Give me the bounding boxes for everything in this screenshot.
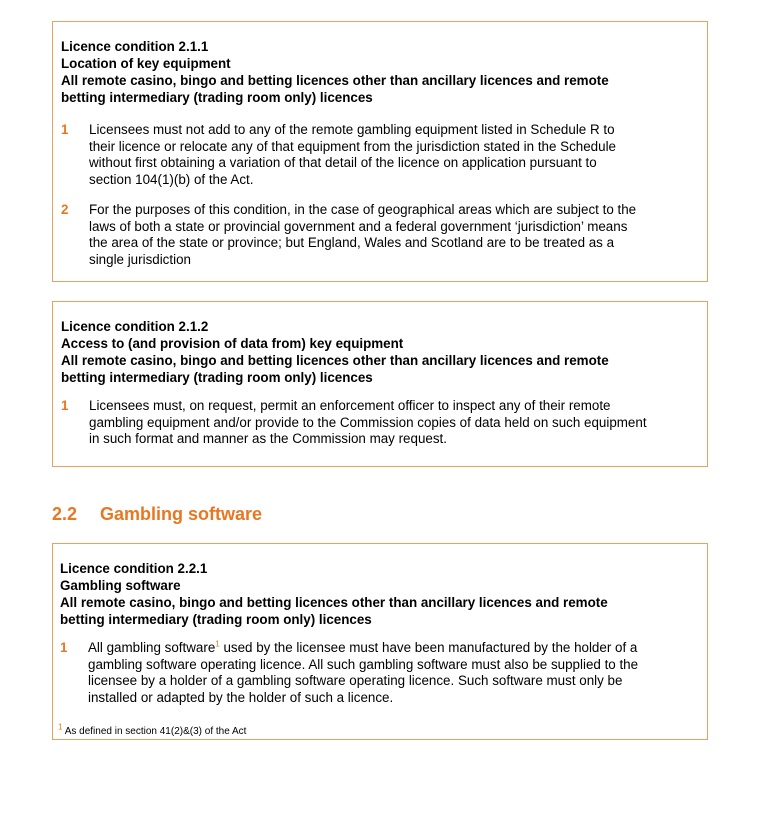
- section-number: 2.2: [52, 504, 78, 524]
- condition-scope-line: betting intermediary (trading room only) licences: [61, 370, 373, 385]
- condition-title: Gambling software: [60, 578, 181, 593]
- item-line: section 104(1)(b) of the Act.: [89, 171, 254, 187]
- licence-condition-2-1-2-box: [52, 301, 708, 467]
- condition-number: Licence condition 2.2.1: [60, 561, 208, 576]
- condition-scope-line: All remote casino, bingo and betting licences other than ancillary licences and remote: [61, 73, 609, 88]
- item-line: [88, 640, 638, 657]
- item-text: [89, 202, 636, 268]
- item-line: in such format and manner as the Commission may request.: [89, 431, 447, 447]
- item-line: laws of both a state or provincial government and a federal government ‘jurisdiction’ means: [89, 218, 628, 234]
- section-heading: [52, 503, 262, 525]
- item-text: [88, 640, 638, 706]
- item-number: 1: [61, 398, 69, 413]
- condition-header: [61, 38, 609, 106]
- condition-item: [61, 202, 701, 270]
- condition-number: Licence condition 2.1.2: [61, 319, 209, 334]
- footnote: [58, 722, 247, 738]
- section-title: Gambling software: [100, 504, 263, 524]
- item-line: the area of the state or province; but England, Wales and Scotland are to be treated as a: [89, 235, 615, 251]
- item-text: [89, 398, 647, 448]
- item-line: their licence or relocate any of that equipment from the jurisdiction stated in the Schedule: [89, 138, 616, 154]
- item-number: 1: [60, 640, 68, 655]
- item-number: 1: [61, 122, 69, 137]
- item-line: single jurisdiction: [89, 251, 191, 267]
- item-text: [89, 122, 616, 188]
- item-line-start: All gambling software: [88, 640, 216, 655]
- condition-number: Licence condition 2.1.1: [61, 39, 209, 54]
- condition-header: [60, 560, 608, 628]
- condition-item: [61, 122, 701, 190]
- item-line: Licensees must not add to any of the remote gambling equipment listed in Schedule R to: [89, 122, 615, 137]
- footnote-text: As defined in section 41(2)&(3) of the Act: [64, 726, 247, 737]
- condition-item: [60, 640, 704, 708]
- condition-scope-line: All remote casino, bingo and betting licences other than ancillary licences and remote: [60, 595, 608, 610]
- condition-item: [61, 398, 705, 450]
- condition-scope-line: betting intermediary (trading room only) licences: [61, 90, 373, 105]
- item-line: gambling software operating licence. All such gambling software must also be supplied to the: [88, 656, 639, 672]
- item-line: For the purposes of this condition, in the case of geographical areas which are subject to the: [89, 202, 637, 217]
- condition-title: Access to (and provision of data from) key equipment: [61, 336, 404, 351]
- footnote-mark: 1: [58, 722, 63, 732]
- item-number: 2: [61, 202, 69, 217]
- condition-scope-line: betting intermediary (trading room only) licences: [60, 612, 372, 627]
- item-line: licensee by a holder of a gambling software operating licence. Such software must only be: [88, 673, 623, 689]
- item-line: gambling equipment and/or provide to the Commission copies of data held on such equipment: [89, 414, 647, 430]
- licence-condition-2-2-1-box: [52, 543, 708, 740]
- item-line: Licensees must, on request, permit an enforcement officer to inspect any of their remote: [89, 398, 611, 413]
- condition-scope-line: All remote casino, bingo and betting licences other than ancillary licences and remote: [61, 353, 609, 368]
- footnote-reference[interactable]: 1: [215, 639, 220, 649]
- item-line: without first obtaining a variation of that detail of the licence on application pursuant to: [89, 155, 597, 171]
- item-line-end: used by the licensee must have been manufactured by the holder of a: [219, 640, 638, 655]
- item-line: installed or adapted by the holder of such a licence.: [88, 689, 394, 705]
- licence-condition-2-1-1-box: [52, 21, 708, 282]
- condition-header: [61, 318, 609, 386]
- condition-title: Location of key equipment: [61, 56, 231, 71]
